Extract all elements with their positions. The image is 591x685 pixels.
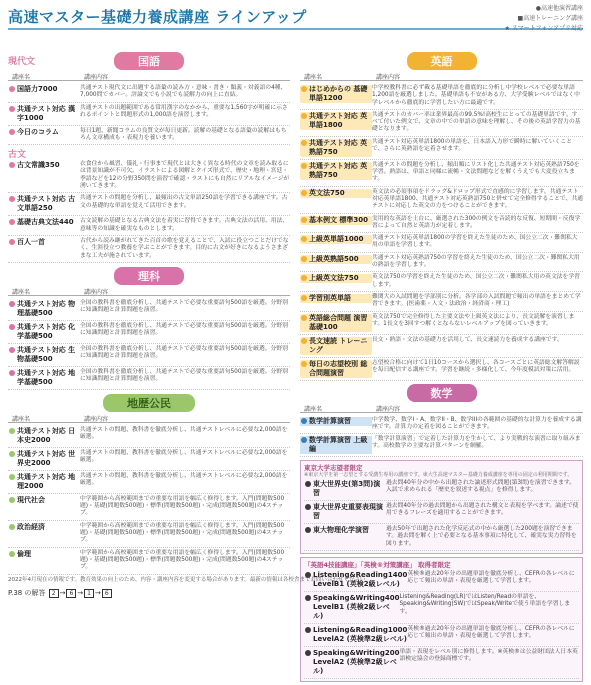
course-description: 実用的な英語を土台に、厳選された300の例文を音読的な反復、短期間・反復学習によって自然と英語力が定着します。 (372, 215, 581, 229)
bullet-icon (9, 451, 15, 457)
rika-list (8, 298, 290, 390)
course-description: 共通テストの問題、教科書を徹底分析し、共通テストレベルに必要な2,000語を厳選。 (80, 472, 288, 487)
bullet-icon (305, 595, 311, 601)
todai-box-note: ※東京大学を第一志望とする受講生専用の講座です。東大生高速マスター基礎力養成講座を専用の固定の利用期間です。 (304, 472, 573, 479)
course-name-text: 国語力7000 (17, 85, 58, 93)
course-name-text: 長文速読 トレーニング (309, 336, 368, 354)
course-name-text: 共通テスト対応 化学基礎500 (17, 322, 76, 340)
course-name-text: 共通テスト対応 英熟語750 (309, 138, 368, 156)
course-name (300, 417, 372, 426)
course-name-text: Speaking&Writing400 LevelB1 (英検2級レベル) (313, 594, 400, 621)
eigo-list (300, 83, 583, 381)
col-header-content: 講座内容 (376, 74, 401, 81)
course-name-text: 上級英単語1000 (309, 235, 364, 244)
todai-box (300, 460, 583, 554)
course-description: 中学校教科書に必ず載る基礎単語を徹底的に分析し中学校レベルで必要な単語1,200語を厳選しました。基礎単語も不安がある方、大学受験レベルではなく中学レベルから徹底的に学習したい方に最適です。 (372, 85, 580, 106)
course-name-text: 共通テスト対応 地理2000 (17, 472, 76, 490)
bullet-icon (301, 295, 307, 301)
legend-item-practice: ●高速他演習講座 (535, 5, 583, 12)
course-row (304, 592, 579, 624)
bullet-icon (301, 315, 307, 321)
course-description: 単語・表現をレベル別に修得します。※英検®は公益財団法人日本英語検定協会の登録商標です。 (399, 649, 578, 663)
course-name-text: Listening&Reading1400 LevelB1 (英検2級レベル) (313, 571, 408, 589)
answer-box: 6 (102, 589, 112, 598)
course-name (8, 161, 80, 170)
course-description: 全国の教科書を徹底分析し、共通テストで必要な重要語句500語を厳選。分野別に知識問題と計算問題を演習。 (80, 345, 288, 360)
course-name (304, 503, 386, 521)
course-description: Listening&Reading(LR)ではListen/Readの単語を、Speaking&Writing(SW)ではSpeak/Writeで使う単語を学習します。 (399, 594, 571, 615)
course-name (8, 218, 80, 227)
course-name (8, 523, 80, 532)
todai-list (304, 478, 579, 551)
course-name-text: 共通テスト対応 英熟語750 (309, 161, 368, 179)
course-row (300, 233, 583, 253)
bullet-icon (301, 236, 307, 242)
course-name-text: 倫理 (17, 549, 31, 558)
course-description: 中学範囲から高校範囲までの重要な用語を幅広く修得します。入門(問題数500題)・基礎(問題数500題)・標準(問題数500題)・完成(問題数500題)の4ステップ。 (80, 522, 285, 544)
section-header-chireki (8, 394, 290, 411)
course-description: 英文法の必須事項をドラッグ&ドロップ形式で直感的に学習します。共通テスト対応英単語1800、共通テスト対応英熟語750と併せて完全修得することで、共通テストに対応した英文の力をつけることができます。 (372, 188, 583, 210)
course-name (300, 216, 372, 225)
course-description: 共通テストの問題、教科書を徹底分析し、共通テストレベルに必要な2,000語を厳選。 (80, 449, 288, 464)
course-name (8, 550, 80, 559)
chireki-list (8, 425, 290, 575)
course-row (304, 647, 579, 679)
course-row (300, 214, 583, 234)
course-name-text: 古文常識350 (17, 161, 60, 170)
section-header-sugaku (300, 384, 583, 401)
sugaku-list (300, 415, 583, 458)
course-name-text: 東大物理化学演習 (313, 526, 369, 535)
course-row (8, 367, 290, 390)
course-name-text: 基本例文 標準300 (309, 215, 369, 224)
course-description: 共通テスト対応英単語1800の学習を終えた生徒のため、国公立二次・難関私大用の単語を学習します。 (372, 235, 578, 249)
subsection-label-gendaibun: 現代文 (8, 57, 36, 67)
course-description: 毎日1題、新聞コラムの良質文が毎日更新。読解の基礎となる語彙の読解はもちろん文章構成も・表現力を養います。 (80, 127, 287, 141)
course-description: 全国の教科書を徹底分析し、共通テストで必要な重要語句500語を厳選。分野別に知識問題と計算問題を演習。 (80, 299, 288, 314)
bullet-icon (9, 324, 15, 330)
bullet-icon (301, 361, 307, 367)
course-name (304, 594, 399, 621)
course-name-text: 基礎古典文法440 (17, 218, 74, 227)
section-header-rika (8, 267, 290, 284)
course-name-text: 東大世界史重要表現演習 (313, 503, 383, 521)
course-name-text: Speaking&Writing200 LevelA2 (英検準2級レベル) (313, 649, 400, 676)
course-name-text: 共通テスト対応 物理基礎500 (17, 299, 76, 317)
title-divider (8, 28, 583, 30)
table-header (8, 286, 290, 296)
answer-box: 2 (49, 589, 59, 598)
subsection-label-kobun: 古文 (8, 150, 27, 161)
page-header (0, 0, 591, 50)
course-row (8, 193, 290, 216)
course-description: 英検®過去20年分の出題単語を徹底分析し、CEFRの各レベルに応じて頻出の単語・表現を厳選して学習します。 (407, 626, 575, 640)
course-row (300, 110, 583, 137)
course-row (8, 103, 290, 126)
bullet-icon (9, 524, 15, 530)
table-header (8, 71, 290, 81)
course-description: 英文法750で完全修得した主要文法や上級英文法により、長文読解を演習します。1長文を3回すつ解くとならないレベルアップを図っていきます。 (372, 313, 575, 327)
course-name (300, 139, 372, 157)
course-name (8, 369, 80, 387)
col-header-name: 講座名 (12, 74, 31, 81)
course-name-text: 今日のコラム (17, 127, 59, 136)
course-row (8, 521, 290, 548)
course-description: 共通テストの問題を分析し、頻出順にリスト化した共通テスト対応英熟語750を学習。熟語は、単語と同様に流暢・文法問題などを解くうえでも大変役立ちます。 (372, 161, 580, 183)
bullet-icon (9, 86, 15, 92)
eiken-box-title: 「英語4技能講座」「英検®対策講座」 取得者限定 (304, 561, 451, 570)
bullet-icon (305, 504, 311, 510)
bullet-icon (301, 275, 307, 281)
course-description: 共通テスト対応英熟語750の学習を終えた生徒のため、国公立二次・難関私大用の熟語を学習します。 (372, 254, 580, 269)
answer-prefix: P.38 の解答 (8, 589, 46, 597)
bullet-icon (9, 428, 15, 434)
section-title-rika: 理科 (114, 267, 184, 285)
answer-box: 1 (84, 589, 94, 598)
course-name-text: 共通テスト対応 地学基礎500 (17, 368, 76, 386)
bullet-icon (9, 497, 15, 503)
course-description: 過去問40年分の中から出題された論述形式問題(第3問)を演習できます。入試で求められる「歴史を叙述する視点」を修得します。 (386, 480, 576, 494)
bullet-icon (9, 370, 15, 376)
course-name (300, 112, 372, 130)
course-name-text: 現代社会 (17, 495, 45, 504)
course-name (300, 189, 372, 198)
section-title-chireki: 地歴公民 (103, 394, 195, 412)
answer-box: 6 (66, 589, 76, 598)
bullet-icon (9, 196, 15, 202)
course-name (304, 649, 399, 676)
course-row (8, 448, 290, 471)
kokugo-gendai-list (8, 83, 290, 145)
course-description: 中学範囲から高校範囲までの重要な用語を幅広く修得します。入門(問題数500題)・基礎(問題数500題)・標準(問題数500題)・完成(問題数500題)の4ステップ。 (80, 495, 285, 517)
course-name-text: 共通テスト対応 漢字1000 (17, 104, 76, 122)
section-title-sugaku: 数学 (407, 384, 477, 402)
course-name-text: 共通テスト対応 生物基礎500 (17, 345, 76, 363)
course-name-text: 東大世界史(第3問)演習 (313, 480, 381, 498)
section-title-kokugo: 国語 (114, 52, 184, 70)
course-row (8, 344, 290, 367)
bullet-icon (9, 301, 15, 307)
course-name (304, 526, 386, 535)
course-name (300, 255, 372, 264)
bullet-icon (301, 113, 307, 119)
course-name (304, 480, 386, 498)
bullet-icon (9, 162, 15, 168)
course-name (300, 314, 372, 332)
bullet-icon (301, 140, 307, 146)
course-row (8, 425, 290, 448)
course-description: 中学範囲から高校範囲までの重要な用語を幅広く修得します。入門(問題数500題)・基礎(問題数500題)・標準(問題数500題)・完成(問題数500題)の4ステップ。 (80, 549, 285, 571)
course-row (300, 83, 583, 110)
course-description: 過去50年で出題された化学反応式の中から厳選した200題を演習できます。過去問を解く上で必要となる基本事項に特化して、確実な実力習得を図ります。 (386, 526, 577, 547)
right-column (300, 52, 583, 685)
bullet-icon (305, 627, 311, 633)
todai-box-title: 東京大学志望者限定 (304, 464, 363, 473)
course-name-text: 数学計算演習 上級編 (309, 436, 368, 454)
course-name-text: 毎日の志望校別 総合問題演習 (309, 359, 368, 377)
course-name (300, 337, 372, 355)
course-description: 古文読解の基礎となる古典文法を着実に習得できます。古典文法の活用、用法、意味等の知識を確実なものとします。 (80, 218, 289, 232)
bullet-icon (305, 650, 311, 656)
course-name (8, 85, 80, 94)
table-header (300, 403, 583, 413)
course-row (8, 548, 290, 575)
course-description: 長文・熟語・文法の基礎力を活用して、長文速読力を養成する講座です。 (372, 336, 563, 343)
course-row (304, 501, 579, 524)
bullet-icon (9, 106, 15, 112)
course-description: 志望校合格に向けて1日10コースから選択し、各コースごとに英語総文解答解説を毎日配信する講座です。学習を継続・多様化して、今年度模試対策に活用。 (372, 359, 580, 373)
course-name-text: 共通テスト対応 世界史2000 (17, 449, 76, 467)
course-name (300, 436, 372, 454)
course-name (8, 496, 80, 505)
course-name-text: 政治経済 (17, 522, 45, 531)
course-name (8, 105, 80, 123)
legend (505, 4, 583, 34)
bullet-icon (9, 239, 15, 245)
bullet-icon (301, 418, 307, 424)
course-name-text: 上級英文法750 (309, 274, 359, 283)
course-name-text: 学習別英単語 (309, 293, 351, 302)
col-header-content: 講座内容 (376, 405, 401, 413)
table-header (300, 71, 583, 81)
section-title-eigo: 英語 (407, 52, 477, 70)
course-description: 古代から読み継がれてきた百首の歌を覚えることで、入試に役立つことだけでなく、生涯役立つ教養を学ぶことができます。目的に古文が好きになるようさまざまな工夫が施されています。 (80, 237, 289, 259)
legend-item-app: ★ スマートフォンアプリ対応 (504, 25, 583, 32)
course-description: 共通テスト対応英単語1800の単語を、日本語入力形で瞬時に解いていくことで、さらに英熟語を定着させます。 (372, 138, 573, 153)
course-name (8, 300, 80, 318)
course-row (300, 272, 583, 292)
course-description: 衣食住から風習、儀礼・行事まで現代とは大きく異なる時代の文章を読み取るには背景知識が不可欠。イラストによる図解とクイズ形式で、歴史・地理・宮廷・季語などを12の分野350問を演習で確認・ラストにも自然にリアルなイメージが湧いてきます。 (80, 161, 290, 190)
course-name (300, 274, 372, 283)
course-name (8, 450, 80, 468)
course-description: 共通テスト現代文に出題する語彙の読み方・意味・書き・類義・対義語の4種、7,000問でカバー。評論文でも小説でも読解力の向上に直結。 (80, 85, 287, 99)
course-name (8, 427, 80, 445)
kokugo-kobun-list (8, 159, 290, 263)
course-description: 英文法750の学習を終えた生徒のため、国公立二次・難関私大用の英文法を学習します。 (372, 274, 580, 288)
course-row (8, 471, 290, 494)
course-row (8, 126, 290, 146)
course-name-text: 数学計算演習 (309, 416, 351, 425)
bullet-icon (301, 338, 307, 344)
col-header-content: 講座内容 (84, 415, 109, 423)
bullet-icon (301, 190, 307, 196)
course-name-text: 共通テスト対応 日本史2000 (17, 426, 76, 444)
course-description: 英検®過去20年分の出題単語を徹底分析し、CEFRの各レベルに応じて頻出の単語・表現を厳選して学習します。 (407, 571, 575, 585)
course-name-text: 百人一首 (17, 237, 45, 246)
course-row (8, 236, 290, 263)
course-row (300, 335, 583, 358)
col-header-name: 講座名 (304, 405, 323, 413)
course-name-text: 上級英熟語500 (309, 254, 359, 263)
course-name (8, 473, 80, 491)
legend-item-training: ■高速トレーニング講座 (517, 15, 583, 22)
course-row (304, 524, 579, 551)
course-row (8, 159, 290, 193)
course-description: 全国の教科書を徹底分析し、共通テストで必要な重要語句500語を厳選。分野別に知識問題と計算問題を演習。 (80, 322, 288, 337)
course-name (300, 85, 372, 103)
course-name (300, 360, 372, 378)
course-name-text: 英文法750 (309, 188, 345, 197)
course-name (8, 195, 80, 213)
col-header-content: 講座内容 (84, 74, 109, 81)
course-row (8, 83, 290, 103)
course-name-text: Listening&Reading1000 LevelA2 (英検準2級レベル) (313, 626, 408, 644)
course-row (300, 358, 583, 381)
course-row (8, 298, 290, 321)
course-name-text: 英語総合問題 演習基礎100 (309, 313, 368, 331)
course-row (8, 321, 290, 344)
page-title: 高速マスター基礎力養成講座 ラインアップ (8, 8, 307, 26)
left-column (8, 52, 290, 575)
course-description: 過去問40年分の過去問題から出題された構文と表現を学べます。論述で使用できるフレーズを適用することができます。 (386, 503, 579, 517)
course-row (300, 137, 583, 160)
course-description: 共通テストの問題を分析し、最頻出の古文単語250語を学習できる講座です。古文の基礎的な単語を覚えて活用できます。 (80, 195, 288, 209)
course-description: 共通テストの出題範囲である常用漢字のなかから、重要な1,560字が明確に示されるポイントと問題形式の1,000語を演習します。 (80, 104, 288, 118)
course-name (304, 626, 407, 644)
bullet-icon (305, 481, 311, 487)
bullet-icon (301, 437, 307, 443)
course-name-text: 共通テスト対応 英単語1800 (309, 111, 368, 129)
bullet-icon (301, 163, 307, 169)
course-description: 「数学計算演習」で定着した計算力を生かして、より実戦的な演習に取り組みます。高校数学の主要な計算パターンを網羅。 (372, 436, 581, 450)
col-header-name: 講座名 (12, 288, 31, 296)
course-row (300, 160, 583, 187)
course-name (300, 294, 372, 303)
course-name (300, 235, 372, 244)
bullet-icon (9, 129, 15, 135)
col-header-content: 講座内容 (84, 288, 109, 296)
footer-answer: P.38 の解答 2 → 6 → 1 → 6 (8, 588, 113, 598)
bullet-icon (305, 527, 311, 533)
course-description: 全国の教科書を徹底分析し、共通テストで必要な重要語句500語を厳選。分野別に知識問題と計算問題を演習。 (80, 368, 288, 383)
bullet-icon (9, 347, 15, 353)
col-header-name: 講座名 (304, 74, 323, 81)
course-row (300, 434, 583, 457)
course-row (300, 292, 583, 312)
section-header-eigo (300, 52, 583, 69)
course-row (300, 187, 583, 214)
footer-note: 2022年4月現在の情報です。教育効果の向上のため、内容・講座内容を変更する場合があります。最新の情報は各校舎までお問い合わせください。 (8, 577, 371, 583)
course-name (300, 162, 372, 180)
course-row (300, 253, 583, 273)
course-description: 共通テストのカバー率は業界最高の99.5%!高校生にとっての基礎単語です。すべて付いた例文で、文章の中での単語の意味を理解し、その後の英語学習力の基礎となります。 (372, 111, 581, 133)
bullet-icon (9, 474, 15, 480)
section-header-kokugo (8, 52, 290, 69)
course-row (8, 216, 290, 236)
bullet-icon (301, 217, 307, 223)
course-row (304, 624, 579, 647)
section-header-kobun (8, 145, 290, 161)
bullet-icon (301, 86, 307, 92)
course-description: 難関大の入試問題を学部別に分析。各学部の入試問題で頻出の単語をまとめて学習できます。(医歯薬・人文・法政治・経済商・理工) (372, 293, 581, 308)
course-name (8, 128, 80, 137)
course-row (304, 478, 579, 501)
course-row (300, 415, 583, 435)
course-name (8, 323, 80, 341)
bullet-icon (301, 256, 307, 262)
course-row (8, 494, 290, 521)
col-header-name: 講座名 (12, 415, 31, 423)
course-description: 共通テストの問題、教科書を徹底分析し、共通テストレベルに必要な2,000語を厳選。 (80, 426, 288, 441)
course-description: 中学数学、数学I・A、数学II・B、数学IIIの各範囲の基礎的な計算力を養成する講座です。計算力の定着を図ることができます。 (372, 416, 582, 430)
course-name-text: 共通テスト対応 古文単語250 (17, 195, 76, 213)
course-row (300, 312, 583, 335)
course-name (8, 346, 80, 364)
table-header (8, 413, 290, 423)
eiken-list (304, 569, 579, 679)
bullet-icon (9, 219, 15, 225)
course-name-text: はじめからの 基礎単語1200 (309, 85, 368, 102)
bullet-icon (9, 551, 15, 557)
course-name (8, 238, 80, 247)
